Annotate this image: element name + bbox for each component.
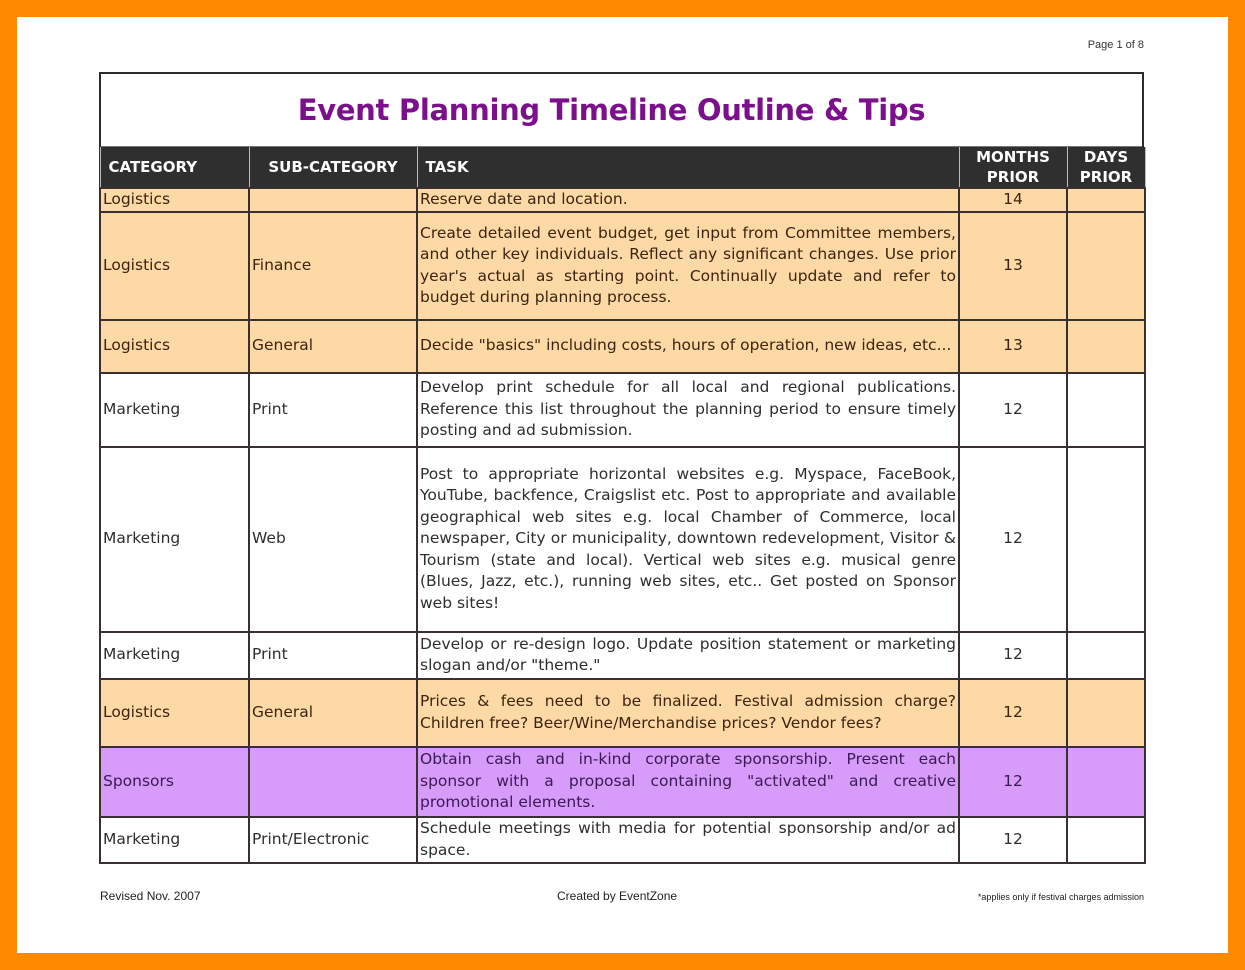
cell-sub-category: Web bbox=[249, 447, 417, 632]
cell-months-prior: 12 bbox=[959, 373, 1067, 447]
header-days-prior-line1: DAYS bbox=[1083, 148, 1129, 166]
cell-days-prior bbox=[1067, 679, 1145, 747]
table-row bbox=[100, 817, 1145, 863]
cell-task: Reserve date and location. bbox=[417, 188, 959, 212]
cell-days-prior bbox=[1067, 817, 1145, 863]
cell-sub-category: General bbox=[249, 320, 417, 373]
footer-note: *applies only if festival charges admission bbox=[977, 892, 1144, 902]
cell-task: Decide "basics" including costs, hours of operation, new ideas, etc... bbox=[417, 320, 959, 373]
header-days-prior-line2: PRIOR bbox=[1079, 168, 1133, 186]
table-row bbox=[100, 373, 1145, 447]
cell-months-prior: 12 bbox=[959, 747, 1067, 817]
cell-sub-category: Print bbox=[249, 632, 417, 679]
cell-months-prior: 12 bbox=[959, 632, 1067, 679]
header-sub-category: SUB-CATEGORY bbox=[249, 147, 417, 188]
table-row bbox=[100, 188, 1145, 212]
header-months-prior-line2: PRIOR bbox=[986, 168, 1040, 186]
header-task: TASK bbox=[417, 147, 959, 188]
header-months-prior-line1: MONTHS bbox=[976, 148, 1050, 166]
cell-days-prior bbox=[1067, 632, 1145, 679]
cell-category: Marketing bbox=[100, 817, 249, 863]
header-row bbox=[100, 147, 1145, 188]
cell-category: Marketing bbox=[100, 447, 249, 632]
cell-sub-category bbox=[249, 188, 417, 212]
cell-category: Logistics bbox=[100, 320, 249, 373]
cell-task: Create detailed event budget, get input from Committee members, and other key individuals. Reflect any significant changes. Use prior year's actual as starting point. Continually update and refer to budget during planning process. bbox=[417, 212, 959, 320]
table-row bbox=[100, 747, 1145, 817]
cell-task: Develop print schedule for all local and regional publications. Reference this list throughout the planning period to ensure timely posting and ad submission. bbox=[417, 373, 959, 447]
table-row bbox=[100, 320, 1145, 373]
document-title: Event Planning Timeline Outline & Tips bbox=[297, 93, 926, 127]
cell-category: Logistics bbox=[100, 679, 249, 747]
cell-months-prior: 14 bbox=[959, 188, 1067, 212]
cell-sub-category: Print bbox=[249, 373, 417, 447]
cell-sub-category: General bbox=[249, 679, 417, 747]
cell-days-prior bbox=[1067, 188, 1145, 212]
timeline-sheet bbox=[99, 72, 1144, 864]
cell-task: Develop or re-design logo. Update position statement or marketing slogan and/or "theme." bbox=[417, 632, 959, 679]
table-row bbox=[100, 632, 1145, 679]
cell-months-prior: 13 bbox=[959, 320, 1067, 373]
cell-task: Obtain cash and in-kind corporate sponsorship. Present each sponsor with a proposal containing "activated" and creative promotional elements. bbox=[417, 747, 959, 817]
cell-days-prior bbox=[1067, 373, 1145, 447]
cell-days-prior bbox=[1067, 447, 1145, 632]
footer-created-by: Created by EventZone bbox=[557, 889, 678, 903]
cell-days-prior bbox=[1067, 747, 1145, 817]
cell-months-prior: 12 bbox=[959, 447, 1067, 632]
cell-task: Prices & fees need to be finalized. Festival admission charge? Children free? Beer/Wine/Merchandise prices? Vendor fees? bbox=[417, 679, 959, 747]
document-page bbox=[17, 17, 1228, 953]
cell-task: Post to appropriate horizontal websites e.g. Myspace, FaceBook, YouTube, backfence, Craigslist etc. Post to appropriate and available geographical web sites e.g. local Chamber of Commerce, local newspaper, City or municipality, downtown redevelopment, Visitor & Tourism (state and local). Vertical web sites e.g. musical genre (Blues, Jazz, etc.), running web sites, etc.. Get posted on Sponsor web sites! bbox=[417, 447, 959, 632]
table-row bbox=[100, 447, 1145, 632]
page-indicator: Page 1 of 8 bbox=[1087, 39, 1144, 51]
cell-sub-category: Finance bbox=[249, 212, 417, 320]
cell-days-prior bbox=[1067, 212, 1145, 320]
cell-category: Sponsors bbox=[100, 747, 249, 817]
cell-category: Logistics bbox=[100, 212, 249, 320]
header-category: CATEGORY bbox=[100, 147, 249, 188]
cell-category: Marketing bbox=[100, 632, 249, 679]
cell-months-prior: 13 bbox=[959, 212, 1067, 320]
cell-sub-category: Print/Electronic bbox=[249, 817, 417, 863]
cell-days-prior bbox=[1067, 320, 1145, 373]
table-row bbox=[100, 212, 1145, 320]
header-months-prior bbox=[959, 147, 1067, 188]
cell-task: Schedule meetings with media for potential sponsorship and/or ad space. bbox=[417, 817, 959, 863]
cell-category: Logistics bbox=[100, 188, 249, 212]
cell-sub-category bbox=[249, 747, 417, 817]
cell-months-prior: 12 bbox=[959, 679, 1067, 747]
title-row bbox=[101, 74, 1142, 147]
cell-months-prior: 12 bbox=[959, 817, 1067, 863]
footer-revised-date: Revised Nov. 2007 bbox=[100, 889, 201, 903]
table-row bbox=[100, 679, 1145, 747]
cell-category: Marketing bbox=[100, 373, 249, 447]
header-days-prior bbox=[1067, 147, 1145, 188]
timeline-table bbox=[99, 147, 1146, 864]
